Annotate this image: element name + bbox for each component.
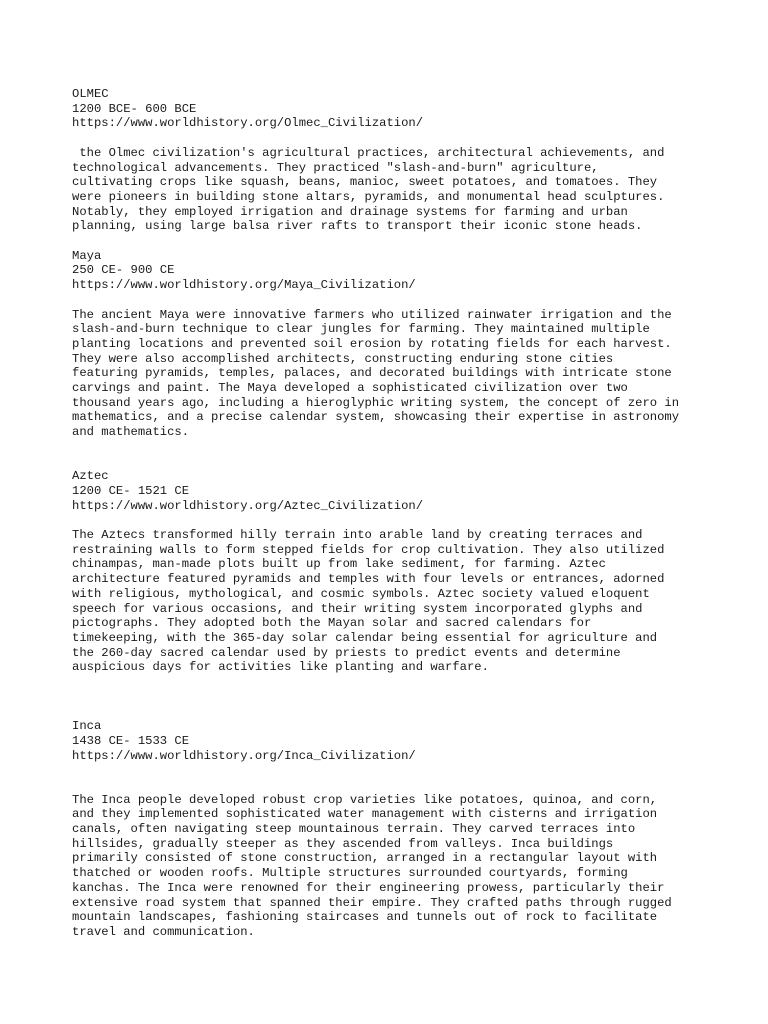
paragraph-line: hillsides, gradually steeper as they ascended from valleys. Inca buildings [72, 836, 614, 851]
paragraph-line: planting locations and prevented soil erosion by rotating fields for each harvest. [72, 336, 672, 351]
paragraph-line: and they implemented sophisticated water management with cisterns and irrigation [72, 807, 658, 822]
section-title: Inca [72, 719, 102, 734]
section-inca [72, 719, 732, 940]
paragraph-line: timekeeping, with the 365-day solar calendar being essential for agriculture and [72, 630, 658, 645]
paragraph-line: primarily consisted of stone construction, arranged in a rectangular layout with [72, 851, 658, 866]
spacer [72, 440, 732, 455]
paragraph-line: slash-and-burn technique to clear jungles for farming. They maintained multiple [72, 322, 650, 337]
document-body [72, 87, 732, 940]
paragraph-line: mountain landscapes, fashioning staircases and tunnels out of rock to facilitate [72, 910, 658, 925]
section-dates: 1438 CE- 1533 CE [72, 733, 190, 748]
paragraph-line: the 260-day sacred calendar used by priests to predict events and determine [72, 645, 621, 660]
paragraph-line: the Olmec civilization's agricultural practices, architectural achievements, and [72, 145, 665, 160]
paragraph-line: The Aztecs transformed hilly terrain into arable land by creating terraces and [72, 528, 643, 542]
paragraph-line: technological advancements. They practiced "slash-and-burn" agriculture, [72, 160, 599, 175]
section-aztec [72, 469, 732, 719]
section-url: https://www.worldhistory.org/Maya_Civilization/ [72, 278, 416, 293]
paragraph-line: canals, often navigating steep mountainous terrain. They carved terraces into [72, 821, 636, 836]
spacer [72, 704, 732, 719]
paragraph-line: restraining walls to form stepped fields for crop cultivation. They also utilized [72, 542, 665, 557]
paragraph-line: kanchas. The Inca were renowned for their engineering prowess, particularly their [72, 880, 665, 895]
section-maya [72, 249, 732, 470]
section-paragraph [72, 308, 732, 440]
section-title: OLMEC [72, 87, 109, 101]
spacer [72, 778, 732, 793]
section-dates: 1200 BCE- 600 BCE [72, 101, 197, 116]
section-paragraph [72, 146, 732, 234]
paragraph-line: The Inca people developed robust crop varieties like potatoes, quinoa, and corn, [72, 792, 658, 807]
section-title: Aztec [72, 469, 109, 484]
section-url: https://www.worldhistory.org/Inca_Civilization/ [72, 748, 416, 763]
spacer [72, 763, 732, 778]
section-dates: 250 CE- 900 CE [72, 263, 175, 278]
paragraph-line: cultivating crops like squash, beans, manioc, sweet potatoes, and tomatoes. They [72, 175, 658, 190]
spacer [72, 513, 732, 528]
paragraph-line: pictographs. They adopted both the Mayan solar and sacred calendars for [72, 616, 592, 631]
paragraph-line: architecture featured pyramids and temples with four levels or entrances, adorned [72, 572, 665, 587]
paragraph-line: thatched or wooden roofs. Multiple structures surrounded courtyards, forming [72, 866, 628, 881]
section-paragraph [72, 528, 732, 675]
spacer [72, 234, 732, 249]
paragraph-line: with religious, mythological, and cosmic symbols. Aztec society valued eloquent [72, 586, 650, 601]
paragraph-line: auspicious days for activities like planting and warfare. [72, 660, 489, 675]
section-olmec [72, 87, 732, 249]
paragraph-line: extensive road system that spanned their empire. They crafted paths through rugged [72, 895, 672, 910]
paragraph-line: thousand years ago, including a hieroglyphic writing system, the concept of zero in [72, 395, 680, 410]
paragraph-line: travel and communication. [72, 924, 255, 939]
paragraph-line: Notably, they employed irrigation and drainage systems for farming and urban [72, 204, 628, 219]
paragraph-line: planning, using large balsa river rafts to transport their iconic stone heads. [72, 219, 643, 234]
section-dates: 1200 CE- 1521 CE [72, 483, 190, 498]
spacer [72, 293, 732, 308]
spacer [72, 455, 732, 470]
section-title: Maya [72, 248, 102, 263]
paragraph-line: carvings and paint. The Maya developed a sophisticated civilization over two [72, 381, 628, 396]
spacer [72, 690, 732, 705]
section-paragraph [72, 793, 732, 940]
paragraph-line: featuring pyramids, temples, palaces, and decorated buildings with intricate stone [72, 366, 672, 381]
section-url: https://www.worldhistory.org/Olmec_Civilization/ [72, 116, 424, 131]
paragraph-line: chinampas, man-made plots built up from lake sediment, for farming. Aztec [72, 557, 606, 572]
spacer [72, 131, 732, 146]
paragraph-line: The ancient Maya were innovative farmers who utilized rainwater irrigation and the [72, 307, 672, 322]
section-url: https://www.worldhistory.org/Aztec_Civilization/ [72, 498, 424, 513]
paragraph-line: They were also accomplished architects, constructing enduring stone cities [72, 351, 614, 366]
paragraph-line: speech for various occasions, and their writing system incorporated glyphs and [72, 601, 643, 616]
spacer [72, 675, 732, 690]
paragraph-line: were pioneers in building stone altars, pyramids, and monumental head sculptures. [72, 189, 665, 204]
paragraph-line: and mathematics. [72, 425, 190, 440]
paragraph-line: mathematics, and a precise calendar system, showcasing their expertise in astronomy [72, 410, 680, 425]
